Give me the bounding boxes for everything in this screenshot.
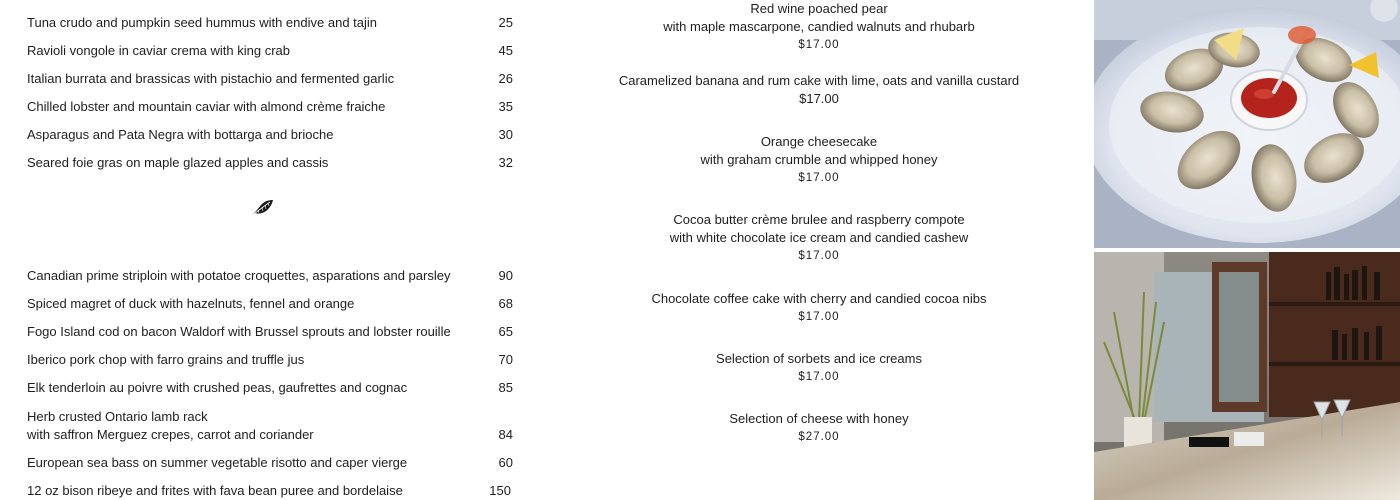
menu-item-name: Spiced magret of duck with hazelnuts, fennel and orange [27,296,355,311]
menu-item-name: Italian burrata and brassicas with pistachio and fermented garlic [27,71,395,86]
menu-item [27,70,513,88]
menu-item-price: 45 [498,43,513,58]
menu-item [27,379,513,397]
dessert-item [560,72,1078,108]
menu-item-name-line1: Herb crusted Ontario lamb rack [27,409,208,424]
menu-item [27,408,513,444]
menu-item-price: 60 [498,455,513,470]
menu-item-name: Tuna crudo and pumpkin seed hummus with endive and tajin [27,15,378,30]
dessert-description: with maple mascarpone, candied walnuts and rhubarb [663,19,975,34]
menu-item-price: 26 [498,71,513,86]
menu-item [27,482,511,500]
dessert-item [560,410,1078,446]
dessert-name: Selection of cheese with honey [729,411,909,426]
menu-item [27,454,513,472]
dessert-name: Caramelized banana and rum cake with lime, oats and vanilla custard [618,73,1020,88]
main-menu-column [0,0,540,500]
menu-item-name: Seared foie gras on maple glazed apples and cassis [27,155,329,170]
menu-item-price: 35 [498,99,513,114]
dessert-name: Orange cheesecake [760,134,878,149]
dessert-name: Cocoa butter crème brulee and raspberry compote [673,212,965,227]
dessert-item [560,350,1078,386]
dessert-price: $17.00 [798,311,840,323]
dessert-description: with graham crumble and whipped honey [700,152,938,167]
menu-item-name: Asparagus and Pata Negra with bottarga and brioche [27,127,334,142]
menu-item-name: European sea bass on summer vegetable risotto and caper vierge [27,455,408,470]
oysters-photo [1094,0,1400,248]
dessert-name: Chocolate coffee cake with cherry and candied cocoa nibs [651,291,987,306]
menu-item [27,351,513,369]
menu-item-name: Iberico pork chop with farro grains and truffle jus [27,352,305,367]
leaf-icon [250,198,274,218]
menu-item-price: 150 [489,483,511,498]
menu-item-name: with saffron Merguez crepes, carrot and coriander [27,427,314,442]
menu-item [27,14,513,32]
menu-item [27,295,513,313]
menu-item-name: Chilled lobster and mountain caviar with almond crème fraiche [27,99,386,114]
dessert-menu-column [560,0,1078,500]
dessert-description: with white chocolate ice cream and candied cashew [669,230,969,245]
dessert-item [560,0,1078,54]
dessert-name: Red wine poached pear [750,1,888,16]
menu-item [27,98,513,116]
menu-item [27,267,513,285]
menu-item-price: 70 [498,352,513,367]
dessert-price: $17.00 [798,39,840,51]
dessert-item [560,133,1078,187]
menu-item-price: 90 [498,268,513,283]
bar-interior-photo [1094,252,1400,500]
menu-item-price: 68 [498,296,513,311]
menu-item [27,42,513,60]
menu-item-name: 12 oz bison ribeye and frites with fava bean puree and bordelaise [27,483,403,498]
menu-item [27,323,513,341]
menu-item-name: Elk tenderloin au poivre with crushed peas, gaufrettes and cognac [27,380,408,395]
dessert-price: $17.00 [798,172,840,184]
dessert-price: $27.00 [798,431,840,443]
menu-item-price: 65 [498,324,513,339]
dessert-name: Selection of sorbets and ice creams [716,351,922,366]
dessert-price: $17.00 [798,371,840,383]
dessert-price: $17.00 [798,250,840,262]
menu-item-name: Ravioli vongole in caviar crema with king crab [27,43,291,58]
menu-item-price: 84 [498,427,513,442]
menu-item-price: 32 [498,155,513,170]
menu-item-name: Fogo Island cod on bacon Waldorf with Brussel sprouts and lobster rouille [27,324,451,339]
menu-item [27,126,513,144]
dessert-price: $17.00 [799,91,839,106]
dessert-item [560,211,1078,265]
menu-item-price: 85 [498,380,513,395]
menu-item [27,154,513,172]
dessert-item [560,290,1078,326]
menu-item-name: Canadian prime striploin with potatoe croquettes, asparations and parsley [27,268,451,283]
menu-item-price: 25 [498,15,513,30]
menu-item-price: 30 [498,127,513,142]
